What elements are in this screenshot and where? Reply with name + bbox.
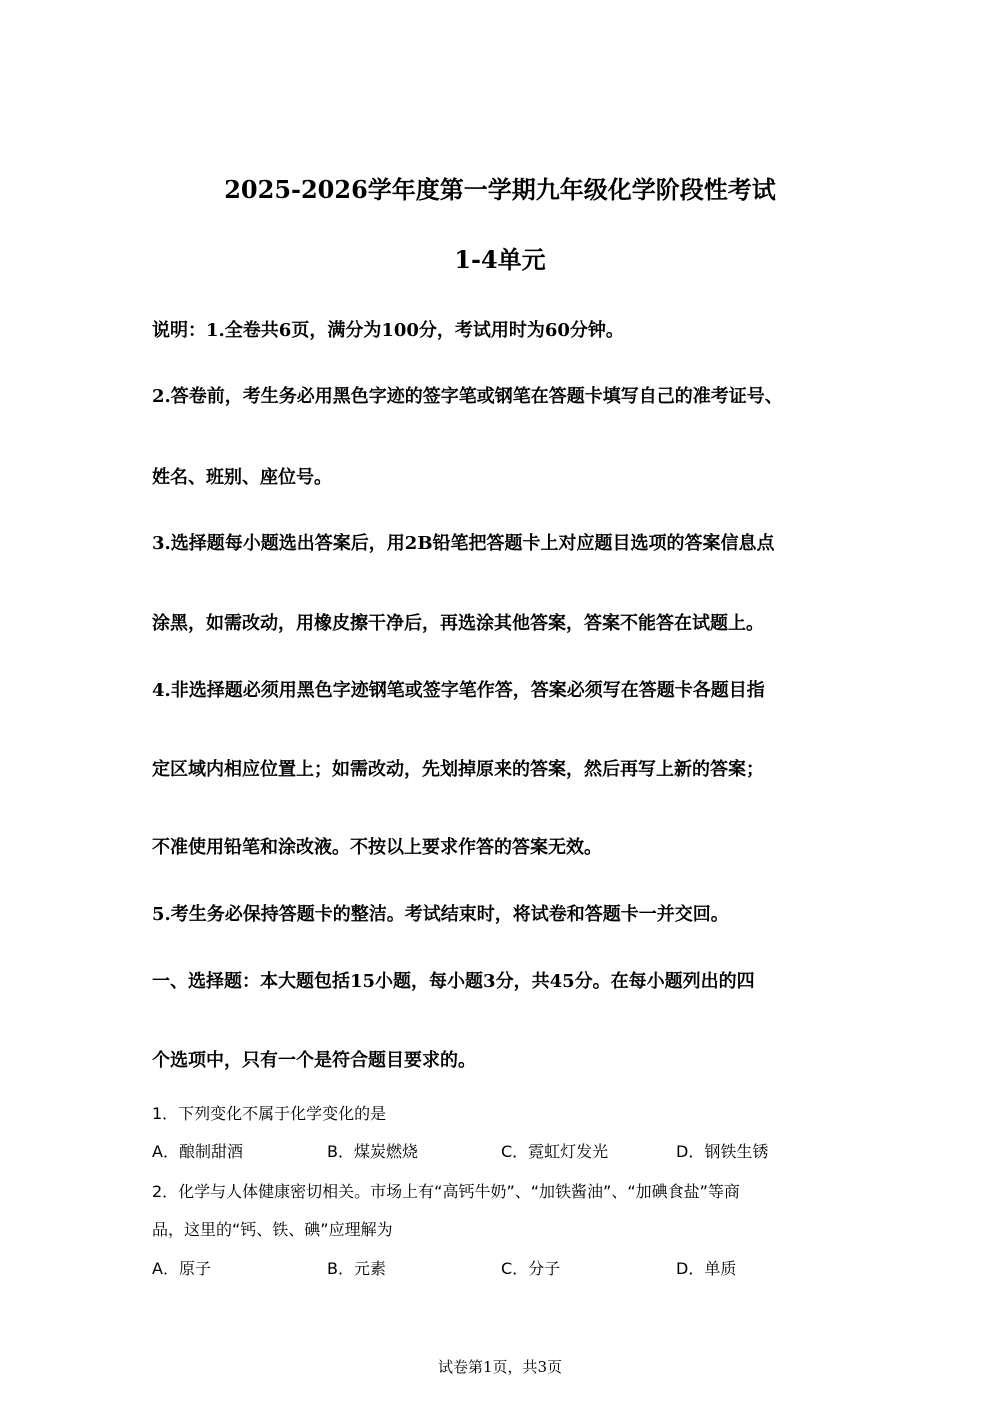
question-stem-continued: 品，这里的“钙、铁、碘”应理解为 <box>152 1220 393 1239</box>
question-stem: 1．下列变化不属于化学变化的是 <box>152 1104 387 1123</box>
option-c: C．分子 <box>501 1259 561 1278</box>
option-a: A．酿制甜酒 <box>152 1142 243 1161</box>
section-heading: 个选项中，只有一个是符合题目要求的。 <box>152 1050 476 1071</box>
option-d: D．钢铁生锈 <box>676 1142 769 1161</box>
instruction-line: 2.答卷前，考生务必用黑色字迹的签字笔或钢笔在答题卡填写自己的准考证号、 <box>152 386 783 407</box>
exam-title: 2025-2026学年度第一学期九年级化学阶段性考试 <box>224 175 776 204</box>
instruction-line: 5.考生务必保持答题卡的整洁。考试结束时，将试卷和答题卡一并交回。 <box>152 904 729 925</box>
option-d: D．单质 <box>676 1259 737 1278</box>
instruction-line: 涂黑，如需改动，用橡皮擦干净后，再选涂其他答案，答案不能答在试题上。 <box>152 613 764 634</box>
section-heading: 一、选择题：本大题包括15小题，每小题3分，共45分。在每小题列出的四 <box>152 971 755 992</box>
instruction-line: 定区域内相应位置上；如需改动，先划掉原来的答案，然后再写上新的答案； <box>152 759 764 780</box>
option-a: A．原子 <box>152 1259 211 1278</box>
exam-subtitle: 1-4单元 <box>454 245 546 274</box>
option-b: B．煤炭燃烧 <box>327 1142 418 1161</box>
instruction-line: 3.选择题每小题选出答案后，用2B铅笔把答题卡上对应题目选项的答案信息点 <box>152 533 775 554</box>
instruction-line: 姓名、班别、座位号。 <box>152 467 332 488</box>
instruction-line: 不准使用铅笔和涂改液。不按以上要求作答的答案无效。 <box>152 837 602 858</box>
question-stem: 2．化学与人体健康密切相关。市场上有“高钙牛奶”、“加铁酱油”、“加碘食盐”等商 <box>152 1182 740 1201</box>
option-c: C．霓虹灯发光 <box>501 1142 609 1161</box>
instruction-line: 说明：1.全卷共6页，满分为100分，考试用时为60分钟。 <box>152 320 624 341</box>
instruction-line: 4.非选择题必须用黑色字迹钢笔或签字笔作答，答案必须写在答题卡各题目指 <box>152 680 765 701</box>
option-b: B．元素 <box>327 1259 386 1278</box>
page-footer: 试卷第1页，共3页 <box>437 1358 563 1376</box>
